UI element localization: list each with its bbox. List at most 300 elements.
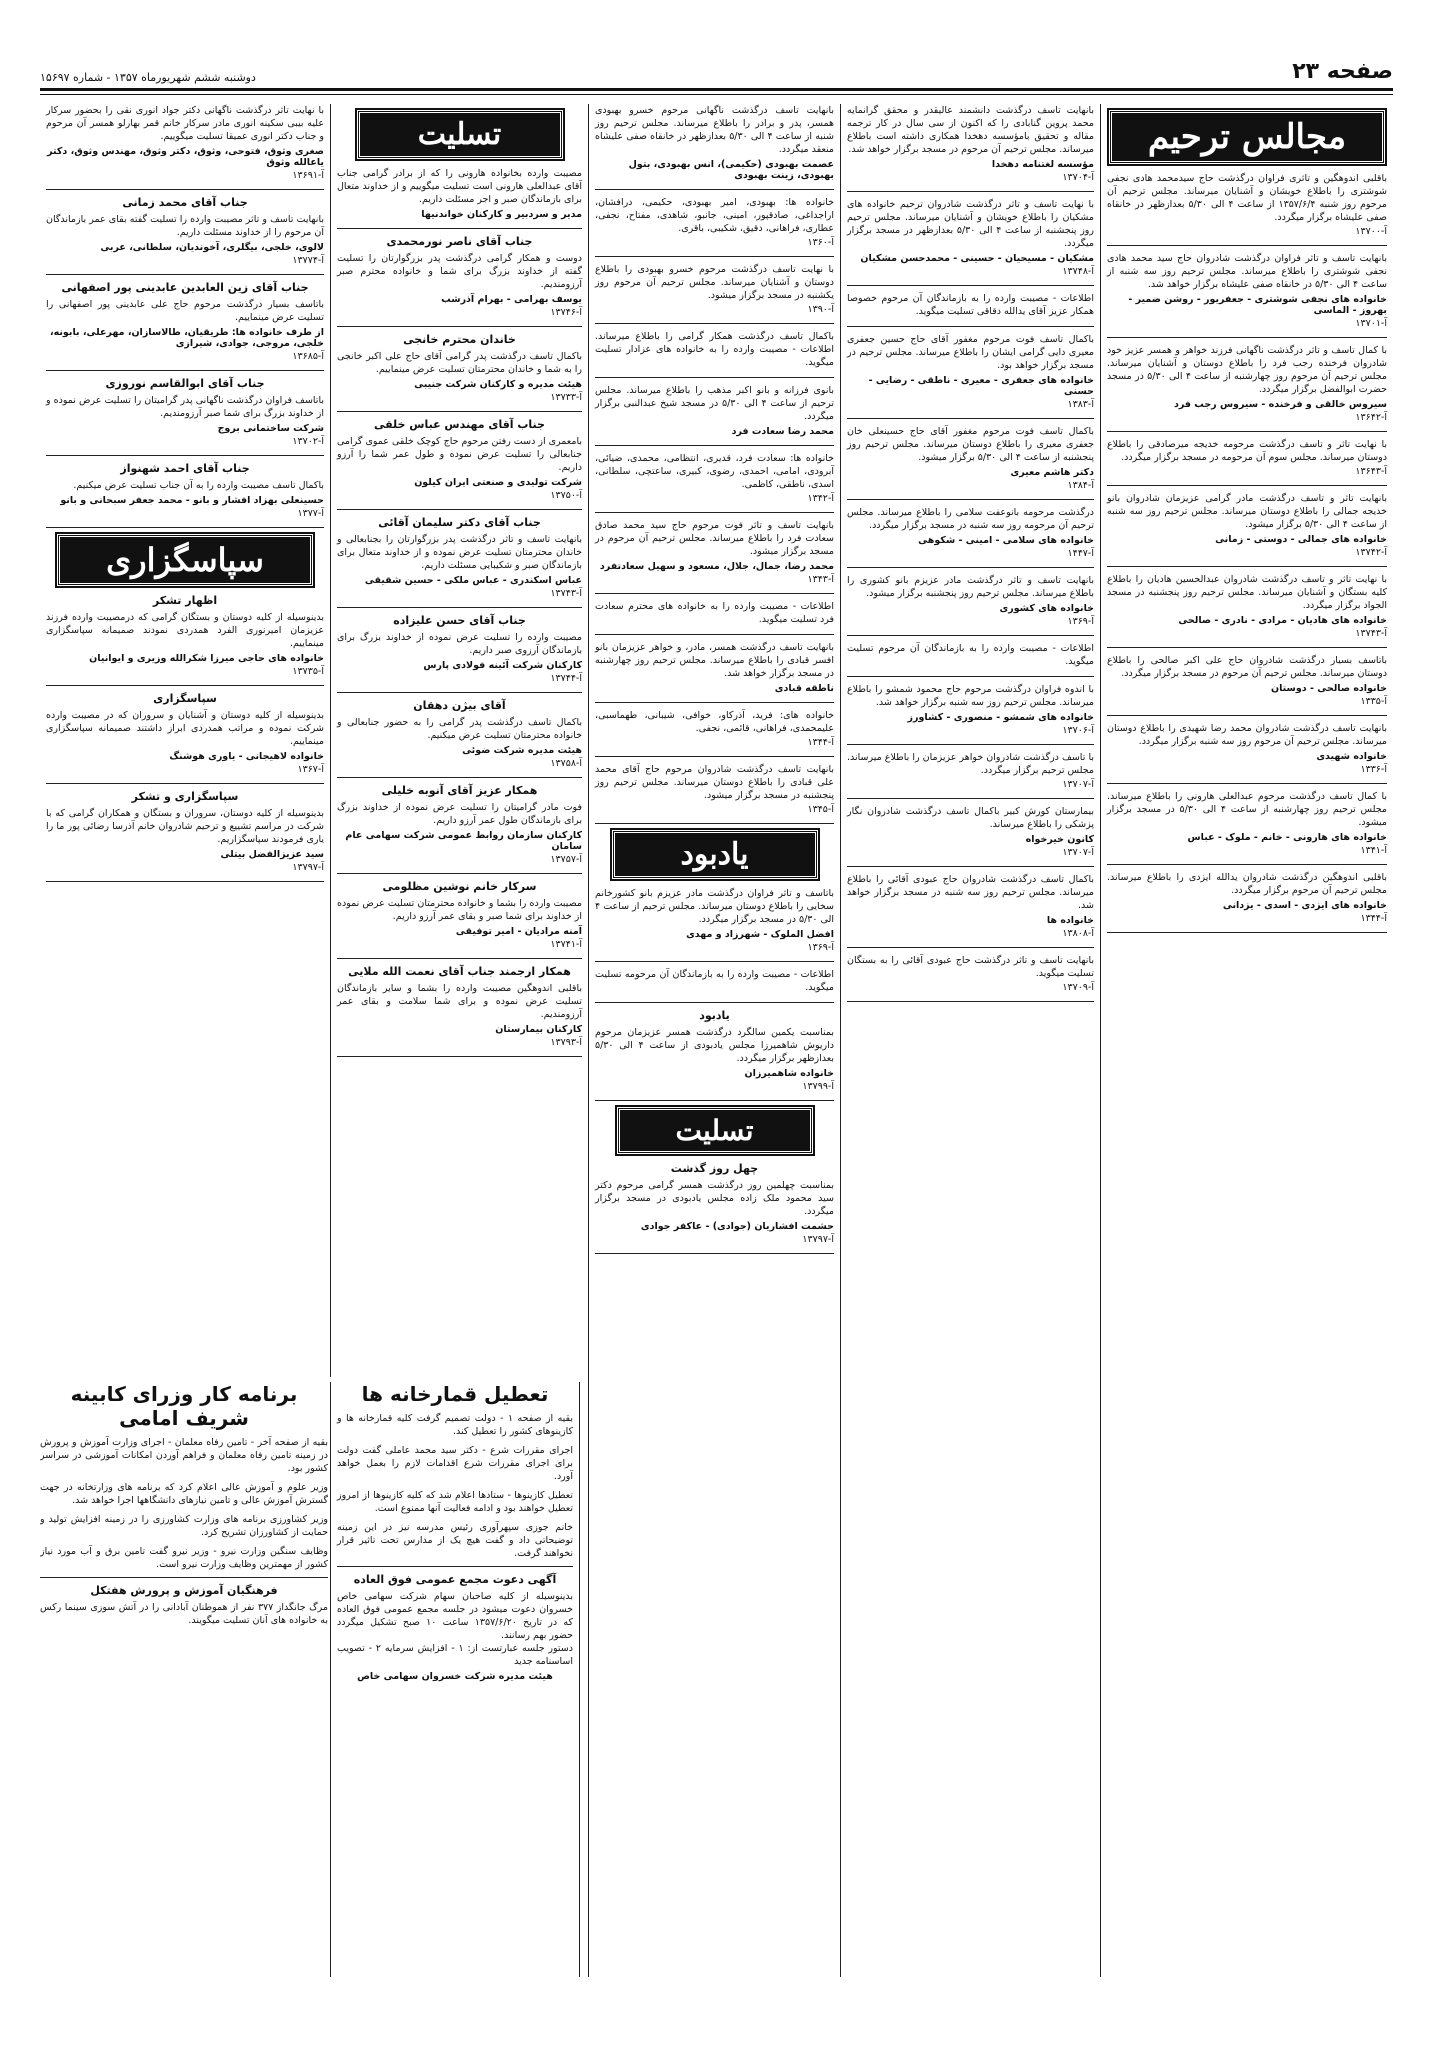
divider bbox=[337, 228, 582, 229]
notice-body: خانواده های: فرید، آذرکاو، خوافی، شیبانی، طهماسبی، علیمحمدی، فراهانی، قائمی، نجفی. bbox=[595, 710, 834, 734]
notice-body: بیمارستان کورش کبیر باکمال تاسف درگذشت شادروان نگار پزشکی را باطلاع میرساند. bbox=[847, 806, 1094, 830]
notice-heading: جناب آقای دکتر سلیمان آقائی bbox=[378, 516, 541, 529]
notice-signature: عباس اسکندری - عباس ملکی - حسین شقیقی bbox=[364, 575, 582, 586]
article-cabinet-title: برنامه کار وزرای کابینه شریف امامی bbox=[70, 1382, 298, 1430]
notice-signature: شرکت تولیدی و صنعتی ایران کیلون bbox=[414, 477, 582, 488]
notice-item bbox=[1107, 172, 1387, 237]
notice-item bbox=[1107, 654, 1387, 707]
notice-body: بمناسبت چهلمین روز درگذشت همسر گرامی مرحوم دکتر سید محمود ملک زاده مجلس یادبودی در مسجد برگزار میگردد. bbox=[595, 1180, 834, 1217]
notice-code: آ-۱۳۷۰۷ bbox=[1062, 847, 1094, 858]
header-rule-thin bbox=[40, 94, 1393, 95]
notice-body: مصیبت وارده بخانواده هارونی را که از برادر گرامی جناب آقای عبدالعلی هارونی است تسلیت میگوییم و از خداوند متعال برای بازماندگان صبر و اجر مسئلت داریم. bbox=[337, 168, 582, 205]
divider bbox=[46, 783, 324, 784]
notice-body: بدینوسیله از کلیه دوستان و بستگان گرامی که درمصیبت وارده فرزند عزیزمان امیرنوری الفرد همدردی نمودند صمیمانه سپاسگزاری مینماییم. bbox=[46, 612, 324, 649]
ad-signature: هیئت مدیره شرکت خسروان سهامی خاص bbox=[357, 1671, 553, 1682]
notice-item bbox=[337, 699, 582, 769]
notice-body: باتاسف فراوان درگذشت ناگهانی پدر گرامیتان را تسلیت عرض نموده و از خداوند بزرگ برای شما صبر آرزومندیم. bbox=[46, 395, 324, 419]
notice-body: مصیبت وارده را تسلیت عرض نموده از خداوند بزرگ برای بازماندگان آرزوی صبر داریم. bbox=[337, 632, 582, 656]
notice-item bbox=[595, 452, 834, 504]
notice-body: فوت مادر گرامیتان را تسلیت عرض نموده از خداوند بزرگ برای بازماندگان طول عمر آرزو داریم. bbox=[337, 802, 582, 826]
divider bbox=[595, 823, 834, 824]
notice-body: درگذشت مرحومه بانوعفت سلامی را باطلاع میرساند. مجلس ترحیم آن مرحومه روز سه شنبه در مسجد برگزار میگردد. bbox=[847, 507, 1094, 531]
notice-item bbox=[337, 965, 582, 1048]
notice-code: آ-۱۳۷۴۳ bbox=[550, 588, 582, 599]
notice-code: آ-۱۳۷۰۱ bbox=[1355, 318, 1387, 329]
divider bbox=[595, 445, 834, 446]
divider bbox=[337, 777, 582, 778]
notice-code: آ-۱۳۷۰۴ bbox=[1062, 172, 1094, 183]
divider bbox=[847, 676, 1094, 677]
page-number: صفحه ۲۳ bbox=[1292, 59, 1393, 84]
notice-signature: لالوی، خلجی، بیگلری، آخوندیان، سلطانی، عربی bbox=[100, 242, 324, 253]
notice-code: آ-۱۳۷۴۳ bbox=[1355, 628, 1387, 639]
notice-item bbox=[46, 281, 324, 362]
notice-signature: خانواده صالحی - دوستان bbox=[1271, 683, 1387, 694]
notice-body: بانهایت تاسف درگذشت شادروان مرحوم حاج آقای محمد علی قبادی را باطلاع دوستان میرساند. مجلس ترحیم روز پنجشنبه در مسجد برگزار میشود. bbox=[595, 764, 834, 801]
notice-body: باقلبی اندوهگین و تاثری فراوان درگذشت حاج سیدمحمد هادی نجفی شوشتری را باطلاع خویشان و آشنایان میرساند. مجلس ترحیم آن مرحوم روز شنبه ۱۳۵۷/۶/۴ از ساعت ۴ الی ۵/۳۰ بعدازظهر در خانقاه صفی علیشاه برگزار میگردد. bbox=[1107, 173, 1387, 223]
majales-banner: مجالس ترحیم bbox=[1109, 110, 1385, 164]
notice-signature: خانواده های سلامی - امینی - شکوهی bbox=[918, 535, 1094, 546]
notice-code: آ-۱۳۷۰۲ bbox=[292, 436, 324, 447]
notice-code: آ-۱۳۴۴ bbox=[807, 737, 834, 748]
notice-item bbox=[337, 167, 582, 220]
notice-item bbox=[595, 887, 834, 953]
notice-body: با نهایت تاثر و تاسف درگذشت شادروان عبدالحسین هادیان را باطلاع کلیه بستگان و آشنایان میرساند. مجلس ترحیم روز پنجشنبه در مسجد الجواد برگزار میگردد. bbox=[1107, 574, 1387, 611]
divider bbox=[595, 634, 834, 635]
notice-item bbox=[595, 968, 834, 994]
notice-code: آ-۱۳۶۷ bbox=[297, 764, 324, 775]
notice-heading: چهل روز گذشت bbox=[670, 1162, 759, 1175]
article-cabinet bbox=[40, 1382, 328, 1977]
notice-item bbox=[847, 506, 1094, 559]
notice-code: آ-۱۳۴۲ bbox=[807, 493, 834, 504]
notice-code: آ-۱۳۷۰۷ bbox=[1062, 779, 1094, 790]
notice-signature: یوسف بهرامی - بهرام آذرشب bbox=[441, 294, 582, 305]
notice-body: باتاسف بسیار درگذشت مرحوم حاج علی عابدینی پور اصفهانی را تسلیت عرض مینماییم. bbox=[46, 299, 324, 323]
notice-body: باکمال تاسف فوت مرحوم مغفور آقای حاج حسینعلی خان جعفری معیری را باطلاع دوستان میرساند. مجلس ترحیم روز پنجشنبه از ساعت ۴ الی ۵/۳۰ برگزار میشود. bbox=[847, 426, 1094, 463]
divider bbox=[337, 1056, 582, 1057]
notice-body: بانهایت تاسف و تاثر درگذشت حاج عبودی آقائی را به بستگان تسلیت میگوید. bbox=[847, 955, 1094, 979]
divider bbox=[847, 418, 1094, 419]
notice-heading: جناب آقای محمد زمانی bbox=[122, 196, 248, 209]
notice-code: آ-۱۳۸۴ bbox=[1067, 480, 1094, 491]
notice-item bbox=[1107, 722, 1387, 775]
notice-signature: خانواده های کشوری bbox=[999, 603, 1094, 614]
divider bbox=[337, 326, 582, 327]
divider bbox=[595, 1100, 834, 1101]
notice-code: آ-۱۳۴۴ bbox=[1360, 913, 1387, 924]
notice-code: آ-۱۳۷۴۱ bbox=[550, 939, 582, 950]
notice-body: بانهایت تاسف درگذشت همسر، مادر، و خواهر عزیزمان بانو افسر قبادی را باطلاع میرساند. مجلس ترحیم روز چهارشنبه در مسجد برگزار خواهد شد. bbox=[595, 642, 834, 679]
article-casinos bbox=[330, 1382, 580, 1977]
column-5 bbox=[40, 104, 330, 1377]
notice-signature: خانواده های نجفی شوشتری - جعفریور - روشن ضمیر - بهروز - الماسی bbox=[1128, 294, 1387, 316]
notice-item bbox=[595, 1009, 834, 1092]
notice-code: آ-۱۴۴۷ bbox=[1067, 548, 1094, 559]
notice-body: باقلبی اندوهگین مصیبت وارده را بشما و سایر بازماندگان تسلیت عرض نموده و برای شما سلامت و بقای عمر آرزومندیم. bbox=[337, 983, 582, 1020]
notice-heading: اظهار تشکر bbox=[152, 594, 218, 607]
notice-signature: سیروس خالقی و فرخنده - سیروس رجب فرد bbox=[1173, 399, 1387, 410]
notice-item bbox=[847, 751, 1094, 790]
notice-body: با اندوه فراوان درگذشت مرحوم حاج محمود شمشو را باطلاع میرساند. مجلس ترحیم روز سه شنبه برگزار خواهد شد. bbox=[847, 684, 1094, 708]
notice-signature: خانواده لاهیجانی - یاوری هوشنگ bbox=[169, 751, 324, 762]
notice-item bbox=[337, 418, 582, 501]
notice-heading: جناب آقای ناصر نورمحمدی bbox=[386, 235, 533, 248]
notice-code: آ-۱۳۶۹ bbox=[807, 942, 834, 953]
notice-signature: هیئت مدیره و کارکنان شرکت جنیبی bbox=[414, 379, 582, 390]
divider bbox=[595, 189, 834, 190]
divider bbox=[1107, 715, 1387, 716]
divider bbox=[847, 635, 1094, 636]
notice-code: آ-۱۳۷۵۷ bbox=[550, 854, 582, 865]
notice-heading: سپاسگزاری و تشکر bbox=[131, 790, 239, 803]
divider bbox=[595, 1002, 834, 1003]
divider bbox=[337, 509, 582, 510]
notice-item bbox=[337, 333, 582, 403]
notice-item bbox=[847, 292, 1094, 318]
notice-body: اطلاعات - مصیبت وارده را به بازماندگان آن مرحوم تسلیت میگوید. bbox=[847, 643, 1094, 667]
notice-item bbox=[847, 873, 1094, 939]
notice-body: باقلبی اندوهگین درگذشت شادروان یدالله ایزدی را باطلاع میرساند. مجلس ترحیم آن مرحوم برگزار میگردد. bbox=[1107, 872, 1387, 896]
notice-item bbox=[1107, 252, 1387, 329]
notice-item bbox=[595, 1162, 834, 1245]
sepasgozari-banner: سپاسگزاری bbox=[57, 534, 313, 586]
divider bbox=[337, 958, 582, 959]
notice-body: بانهایت تاسف درگذشت دانشمند عالیقدر و محقق گرانمایه محمد پروین گنابادی را که اکنون از سی سال در کار ترجمه مقاله و تحقیق بامؤسسه دهخدا همکاری داشته است باطلاع میرساند. مجلس ترحیم آن مرحوم در مسجد برگزار خواهد شد. bbox=[847, 105, 1094, 155]
notice-code: آ-۱۳۸۳ bbox=[1067, 399, 1094, 410]
notice-body: با نهایت تاسف درگذشت مرحوم خسرو بهبودی را باطلاع دوستان و آشنایان میرساند. مجلس ترحیم آن مرحوم روز یکشنبه در مسجد برگزار میشود. bbox=[595, 264, 834, 301]
notice-heading: جناب آقای زین العابدین عابدینی پور اصفهانی bbox=[61, 281, 309, 294]
notice-body: دوست و همکار گرامی درگذشت پدر بزرگوارتان را تسلیت گفته از خداوند بزرگ برای شما و خانواده محترم صبر آرزومندیم. bbox=[337, 253, 582, 290]
divider bbox=[847, 567, 1094, 568]
notice-code: آ-۱۳۹۰ bbox=[807, 304, 834, 315]
notice-heading: جناب آقای مهندس عباس خلقی bbox=[374, 418, 545, 431]
issue-date: دوشنبه ششم شهریورماه ۱۳۵۷ - شماره ۱۵۶۹۷ bbox=[40, 71, 256, 84]
notice-body: با نهایت تاثر درگذشت ناگهانی دکتر جواد انوری نقی را بحضور سرکار علیه بیبی سکینه انوری مادر سرکار خانم قمر بهارلو همسر آن مرحوم و جناب دکتر انوری عمیقا تسلیت میگوییم. bbox=[46, 105, 324, 142]
notice-body: اطلاعات - مصیبت وارده را به خانواده های محترم سعادت فرد تسلیت میگوید. bbox=[595, 601, 834, 625]
notice-code: آ-۱۳۸۰۸ bbox=[1062, 928, 1094, 939]
notice-item bbox=[847, 198, 1094, 277]
notice-item bbox=[847, 574, 1094, 627]
divider bbox=[595, 377, 834, 378]
ad-text: بدینوسیله از کلیه صاحبان سهام شرکت سهامی خاص خسروان دعوت میشود در جلسه مجمع عمومی فوق العاده که در تاریخ ۱۳۵۷/۶/۲۰ ساعت ۱۰ صبح تشکیل میگردد حضور بهم رسانند. bbox=[337, 1591, 573, 1641]
notice-heading: جناب آقای ابوالقاسم نوروزی bbox=[105, 377, 265, 390]
notice-signature: خانواده های جعفری - معیری - ناطقی - رضایی - حسنی bbox=[868, 375, 1094, 397]
notice-signature: کارکنان شرکت آئینه فولادی پارس bbox=[423, 660, 582, 671]
notice-item bbox=[847, 954, 1094, 993]
article-paragraph: تعطیل کازینوها - ستادها اعلام شد که کلیه کازینوها از امروز تعطیل خواهند بود و ادامه فعالیت آنها ممنوع است. bbox=[337, 1490, 573, 1514]
column-2 bbox=[840, 104, 1100, 1977]
column-3 bbox=[588, 104, 840, 1977]
notice-code: آ-۱۳۶۴۳ bbox=[1355, 466, 1387, 477]
notice-code: آ-۱۳۶۸۵ bbox=[292, 351, 324, 362]
notice-item bbox=[46, 104, 324, 181]
notice-item bbox=[595, 519, 834, 585]
notice-signature: محمد رضا سعادت فرد bbox=[731, 426, 834, 437]
divider bbox=[595, 593, 834, 594]
divider bbox=[46, 370, 324, 371]
notice-heading: همکار عزیز آقای آنوبه خلیلی bbox=[381, 784, 538, 797]
notice-item bbox=[46, 196, 324, 266]
notice-heading: جناب آقای حسن علیزاده bbox=[393, 614, 526, 627]
article-paragraph: وزیر علوم و آموزش عالی اعلام کرد که برنامه های وزارتخانه در جهت گسترش آموزش عالی و تامین نیازهای دانشگاهها اجرا خواهد شد. bbox=[40, 1482, 328, 1506]
notice-code: آ-۱۳۷۰۶ bbox=[1062, 725, 1094, 736]
notice-signature: خانواده های شمشو - منصوری - کشاورز bbox=[907, 712, 1094, 723]
notice-body: اطلاعات - مصیبت وارده را به بازماندگان آن مرحومه تسلیت میگوید. bbox=[595, 969, 834, 993]
notice-body: اطلاعات - مصیبت وارده را به بازماندگان آن مرحوم خصوصا همکار عزیز آقای یدالله دقاقی تسلیت میگوید. bbox=[847, 293, 1094, 317]
notice-signature: کانون خیرخواه bbox=[1025, 834, 1094, 845]
notice-body: باتاسف و تاثر فراوان درگذشت مادر عزیزم بانو کشورخانم سخایی را باطلاع دوستان میرساند. مجلس ترحیم از ساعت ۴ الی ۵/۳۰ در مسجد برگزار میگردد. bbox=[595, 888, 834, 925]
notice-signature: حسینعلی بهزاد افشار و بانو - محمد جعفر سبحانی و بانو bbox=[60, 495, 324, 506]
notice-signature: خانواده های هارونی - خانم - ملوک - عباس bbox=[1187, 832, 1387, 843]
notice-code: آ-۱۳۷۹۷ bbox=[802, 1234, 834, 1245]
divider bbox=[847, 866, 1094, 867]
divider bbox=[847, 798, 1094, 799]
divider bbox=[847, 326, 1094, 327]
notice-body: باکمال تاسف درگذشت پدر گرامی را به حضور جنابعالی و خانواده محترمتان تسلیت عرض میکنیم. bbox=[337, 717, 582, 741]
divider bbox=[46, 881, 324, 882]
notice-signature: خانواده های ایزدی - اسدی - یزدانی bbox=[1222, 900, 1387, 911]
notice-item bbox=[847, 333, 1094, 410]
notice-body: با نهایت تاثر و تاسف درگذشت مرحومه خدیجه میرصادقی را باطلاع دوستان میرساند. مجلس سوم آن مرحومه در مسجد برگزار میگردد. bbox=[1107, 439, 1387, 463]
notice-signature: خانواده ها bbox=[1046, 915, 1094, 926]
notice-signature: افضل الملوک - شهرزاد و مهدی bbox=[686, 929, 834, 940]
notice-item bbox=[595, 263, 834, 315]
taslit-banner: تسلیت bbox=[357, 110, 563, 159]
notice-item bbox=[46, 692, 324, 775]
notice-signature: آمنه مرادیان - امیر توفیقی bbox=[455, 926, 582, 937]
divider bbox=[595, 1253, 834, 1254]
divider bbox=[337, 411, 582, 412]
notice-item bbox=[1107, 492, 1387, 558]
notice-body: بانهایت تاسف درگذشت شادروان محمد رضا شهیدی را باطلاع دوستان میرساند. مجلس ترحیم آن مرحوم روز سه شنبه برگزار میگردد. bbox=[1107, 723, 1387, 747]
notice-code: آ-۱۳۷۴۶ bbox=[550, 307, 582, 318]
notice-item bbox=[1107, 344, 1387, 423]
taslit-bottom-banner: تسلیت bbox=[617, 1107, 813, 1154]
divider bbox=[46, 455, 324, 456]
notice-item bbox=[1107, 790, 1387, 856]
notice-signature: محمد رضا، جمال، جلال، مسعود و سهیل سعادتفرد bbox=[599, 561, 834, 572]
notice-item bbox=[46, 594, 324, 677]
divider bbox=[1107, 337, 1387, 338]
notice-heading: جناب آقای احمد شهنواز bbox=[120, 462, 250, 475]
notice-body: با کمال تاسف و تاثر درگذشت ناگهانی فرزند خواهر و همسر عزیز خود شادروان فرخنده رجب فرد را باطلاع دوستان و آشنایان میرساند. مجلس ترحیم آن مرحوم روز چهارشنبه از ساعت ۴ الی ۵/۳۰ در مسجد حضرت ابوالفضل برگزار میگردد. bbox=[1107, 345, 1387, 395]
notice-code: آ-۱۳۴۵ bbox=[807, 804, 834, 815]
notice-code: آ-۱۳۴۳ bbox=[807, 574, 834, 585]
notice-signature: خانواده های هادیان - مرادی - نادری - صالحی bbox=[1178, 615, 1387, 626]
notice-code: آ-۱۳۶۰ bbox=[807, 237, 834, 248]
divider bbox=[337, 873, 582, 874]
notice-code: آ-۱۳۷۷۴ bbox=[292, 255, 324, 266]
notice-item bbox=[595, 763, 834, 815]
notice-item bbox=[847, 805, 1094, 858]
divider bbox=[1107, 566, 1387, 567]
notice-code: آ-۱۳۳۵ bbox=[1360, 696, 1387, 707]
yadbud-banner: یادبود bbox=[612, 830, 818, 879]
divider bbox=[1107, 647, 1387, 648]
notice-signature: حشمت افشاریان (جوادی) - عاکفر جوادی bbox=[640, 1221, 834, 1232]
notice-signature: خانواده های حاجی میرزا شکرالله وزیری و ایوانیان bbox=[89, 653, 324, 664]
notice-body: با نهایت تاسف و تاثر درگذشت شادروان ترحیم خانواده های مشکیان را باطلاع خویشان و آشنایان میرساند. مجلس ترحیم روز پنجشنبه از ساعت ۴ الی ۵/۳۰ بعدازظهر در مسجد برگزار میگردد. bbox=[847, 199, 1094, 249]
notice-body: با تاسف درگذشت شادروان خواهر عزیزمان را باطلاع میرساند. مجلس ترحیم برگزار میگردد. bbox=[847, 752, 1094, 776]
article-paragraph: وظایف سنگین وزارت نیرو - وزیر نیرو گفت تامین برق و آب مورد نیاز کشور از مهمترین وظایف وزارت نیرو است. bbox=[40, 1546, 328, 1570]
notice-signature: خانواده شهیدی bbox=[1316, 751, 1387, 762]
header-rule bbox=[40, 88, 1393, 91]
notice-code: آ-۱۳۷۹۹ bbox=[802, 1081, 834, 1092]
notice-item bbox=[46, 790, 324, 873]
notice-heading: سپاسگزاری bbox=[153, 692, 217, 705]
notice-body: باکمال تاسف مصیبت وارده را به آن جناب تسلیت عرض میکنیم. bbox=[73, 480, 324, 491]
notice-body: بانهایت تاسف و تاثر فوت مرحوم حاج سید محمد صادق سعادت فرد را باطلاع میرساند. مجلس ترحیم آن مرحوم در مسجد برگزار میشود. bbox=[595, 520, 834, 557]
divider bbox=[1107, 431, 1387, 432]
divider bbox=[46, 527, 324, 528]
article-paragraph: وزیر کشاورزی برنامه های وزارت کشاورزی را در زمینه افزایش تولید و حمایت از کشاورزان تشریح کرد. bbox=[40, 1514, 328, 1538]
divider bbox=[847, 947, 1094, 948]
notice-code: آ-۱۳۷۰۹ bbox=[1062, 982, 1094, 993]
divider bbox=[595, 961, 834, 962]
notice-signature: مشکیان - مسیحیان - حسینی - محمدحسن مشکیان bbox=[860, 253, 1094, 264]
notice-body: بانهایت تاسف و تاثر درگذشت پدر بزرگوارتان را بجنابعالی و خاندان محترمتان تسلیت عرض نموده و از خداوند متعال برای بازماندگان صبر و شکیبایی مسئلت داریم. bbox=[337, 534, 582, 571]
article-casinos-title: تعطیل قمارخانه ها bbox=[361, 1382, 549, 1406]
notice-item bbox=[595, 330, 834, 369]
notice-code: آ-۱۳۷۴۴ bbox=[550, 673, 582, 684]
notice-code: آ-۱۳۷۹۳ bbox=[550, 1037, 582, 1048]
notice-heading: سرکار خانم نوشین مظلومی bbox=[382, 880, 537, 893]
notice-body: بانهایت تاسف و تاثر درگذشت مادر عزیزم بانو کشوری را باطلاع میرساند. مجلس ترحیم روز پنجشنبه برگزار میشود. bbox=[847, 575, 1094, 599]
notice-body: بمناسبت یکمین سالگرد درگذشت همسر عزیزمان مرحوم داریوش شاهمیرزا مجلس یادبودی از ساعت ۴ الی ۵/۳۰ بعدازظهر برگزار میگردد. bbox=[595, 1027, 834, 1064]
divider bbox=[1107, 245, 1387, 246]
divider bbox=[46, 189, 324, 190]
divider bbox=[847, 744, 1094, 745]
notice-text: مرگ جانگداز ۳۷۷ نفر از هموطنان آبادانی را در آتش سوزی سینما رکس به خانواده های آنان تسلیت میگویند. bbox=[40, 1602, 328, 1626]
notice-signature: صغری وثوق، فتوحی، وثوق، دکتر وثوق، مهندس وثوق، دکتر یاعالله وثوق bbox=[47, 146, 324, 168]
notice-signature: کارکنان بیمارستان bbox=[495, 1024, 582, 1035]
notice-item bbox=[46, 377, 324, 447]
divider bbox=[1107, 485, 1387, 486]
notice-signature: کارکنان سازمان روابط عمومی شرکت سهامی عام سامان bbox=[345, 830, 582, 852]
notice-body: باکمال تاسف درگذشت همکار گرامی را باطلاع میرساند. اطلاعات - مصیبت وارده را به خانواده های عزادار تسلیت میگوید. bbox=[595, 331, 834, 368]
notice-title: فرهنگیان آموزش و پرورش هفتکل bbox=[90, 1584, 278, 1597]
notice-body: بانهایت تاثر و تاسف درگذشت مادر گرامی عزیزمان شادروان بانو خدیجه جمالی را باطلاع دوستان میرساند. مجلس ترحیم روز سه شنبه از ساعت ۴ الی ۵/۳۰ برگزار میشود. bbox=[1107, 493, 1387, 530]
notice-signature: خانواده های جمالی - دوستی - زمانی bbox=[1215, 534, 1387, 545]
article-paragraph: بقیه از صفحه آخر - تامین رفاه معلمان - اجرای وزارت آموزش و پرورش در زمینه تامین رفاه معلمان و فراهم آوردن امکانات آموزشی در سراسر کشور بود. bbox=[40, 1437, 328, 1474]
divider bbox=[847, 191, 1094, 192]
notice-code: آ-۱۳۷۳۳ bbox=[550, 392, 582, 403]
divider bbox=[595, 256, 834, 257]
notice-signature: شرکت ساختمانی بروج bbox=[217, 423, 324, 434]
notice-item bbox=[46, 462, 324, 519]
divider bbox=[337, 692, 582, 693]
notice-item bbox=[337, 235, 582, 318]
notice-body: خانواده ها: بهبودی، امیر بهبودی، حکیمی، درافشان، اراجداغی، صادقپور، امینی، جانبو، شاهدی، مفتاح، نجفی، عطاری، فراهانی، دقیق، شکیبی، باقری. bbox=[595, 197, 834, 234]
notice-heading: همکار ارجمند جناب آقای نعمت الله ملایی bbox=[348, 965, 571, 978]
divider bbox=[847, 285, 1094, 286]
article-paragraph: خانم جوزی سپهرآوری رئیس مدرسه نیز در این زمینه توضیحاتی داد و گفت هیچ یک از مدارس تحت تاثیر قرار نخواهند گرفت. bbox=[337, 1522, 573, 1559]
notice-signature: مدیر و سردبیر و کارکنان خواندنیها bbox=[421, 209, 582, 220]
notice-heading: آقای بیژن دهقان bbox=[413, 699, 506, 712]
notice-item bbox=[595, 641, 834, 694]
notice-body: بدینوسیله از کلیه دوستان، سروران و بستگان و همکاران گرامی که با شرکت در مراسم تشییع و ترحیم شادروان خانم آذرسا رضائی پور ما را یاری فرمودند سپاسگزاریم. bbox=[46, 808, 324, 845]
notice-item bbox=[337, 614, 582, 684]
notice-item bbox=[595, 709, 834, 748]
notice-body: باتاسف بسیار درگذشت شادروان حاج علی اکبر صالحی را باطلاع دوستان میرساند. مجلس ترحیم آن مرحوم در مسجد برگزار میگردد. bbox=[1107, 655, 1387, 679]
notice-item bbox=[337, 516, 582, 599]
notice-signature: از طرف خانواده ها: طریقیان، طالاسازان، مهرعلی، بابونه، خلجی، مروجی، جوادی، شیرازی bbox=[49, 327, 324, 349]
notice-item bbox=[847, 642, 1094, 668]
notice-item bbox=[595, 600, 834, 626]
notice-signature: عصمت بهبودی (حکیمی)، انس بهبودی، بتول بهبودی، زینت بهبودی bbox=[628, 159, 834, 181]
notice-code: آ-۱۳۷۳۵ bbox=[292, 666, 324, 677]
notice-signature: ناطقه قبادی bbox=[774, 683, 834, 694]
divider bbox=[595, 702, 834, 703]
notice-code: آ-۱۳۷۷ bbox=[297, 508, 324, 519]
divider bbox=[595, 512, 834, 513]
notice-code: آ-۱۳۷۹۷ bbox=[292, 862, 324, 873]
divider bbox=[46, 274, 324, 275]
divider bbox=[1107, 864, 1387, 865]
notice-item bbox=[337, 784, 582, 865]
notice-body: بدینوسیله از کلیه دوستان و آشنایان و سروران که در مصیبت وارده شرکت نموده و مراتب همدردی ابراز داشتند صمیمانه سپاسگزاری مینماییم. bbox=[46, 710, 324, 747]
notice-code: آ-۱۳۷۴۸ bbox=[1062, 266, 1094, 277]
notice-signature: مؤسسه لغتنامه دهخدا bbox=[991, 159, 1094, 170]
notice-code: آ-۱۳۴۱ bbox=[1360, 845, 1387, 856]
notice-code: آ-۱۳۶۴۲ bbox=[1355, 412, 1387, 423]
notice-body: باکمال تاسف درگذشت شادروان حاج عبودی آقائی را باطلاع میرساند. مجلس ترحیم روز سه شنبه در مسجد برگزار خواهد شد. bbox=[847, 874, 1094, 911]
notice-item bbox=[337, 880, 582, 950]
article-paragraph: بقیه از صفحه ۱ - دولت تصمیم گرفت کلیه قمارخانه ها و کازینوهای کشور را تعطیل کند. bbox=[337, 1413, 573, 1437]
article-paragraph: اجرای مقررات شرع - دکتر سید محمد عاملی گفت دولت برای اجرای مقررات شرع اقدامات لازم را بعمل خواهد آورد. bbox=[337, 1445, 573, 1482]
notice-item bbox=[1107, 573, 1387, 639]
notice-body: بانهایت تاسف درگذشت ناگهانی مرحوم خسرو بهبودی همسر، پدر و برادر را باطلاع میرساند. مجلس ترحیم روز شنبه از ساعت ۴ الی ۵/۳۰ بعدازظهر در خانقاه صفی علیشاه منعقد میگردد. bbox=[595, 105, 834, 155]
divider bbox=[595, 323, 834, 324]
notice-body: با کمال تاسف درگذشت مرحوم عبدالعلی هارونی را باطلاع میرساند. مجلس ترحیم روز چهارشنبه از ساعت ۴ الی ۵/۳۰ در مسجد برگزار میشود. bbox=[1107, 791, 1388, 828]
notice-item bbox=[595, 384, 834, 437]
notice-signature: دکتر هاشم معیری bbox=[1010, 467, 1094, 478]
notice-heading: یادبود bbox=[699, 1009, 730, 1022]
notice-code: آ-۱۳۷۵۰ bbox=[550, 490, 582, 501]
ad-title: آگهی دعوت مجمع عمومی فوق العاده bbox=[353, 1573, 557, 1586]
notice-body: باکمال تاسف درگذشت پدر گرامی آقای حاج علی اکبر خانجی را به شما و خاندان محترمتان تسلیت عرض مینماییم. bbox=[337, 351, 582, 375]
notice-body: خانواده ها: سعادت فرد، قدیری، انتظامی، محمدی، ضیائی، آبرودی، امامی، احمدی، رضوی، کبیری، ساعتچی، سلطانی، اسدی، ناطقی، کاظمی. bbox=[595, 453, 834, 490]
divider bbox=[46, 685, 324, 686]
notice-item bbox=[595, 104, 834, 181]
notice-item bbox=[595, 196, 834, 248]
divider bbox=[847, 499, 1094, 500]
notice-item bbox=[847, 104, 1094, 183]
divider bbox=[1107, 932, 1387, 933]
ad-agenda: دستور جلسه عبارتست از: ۱ - افزایش سرمایه ۲ - تصویب اساسنامه جدید bbox=[337, 1643, 573, 1667]
notice-signature: هیئت مدیره شرکت ضوئی bbox=[462, 745, 582, 756]
notice-code: آ-۱۳۶۹ bbox=[1067, 616, 1094, 627]
notice-body: بانهایت تاسف و تاثر مصیبت وارده را تسلیت گفته بقای عمر بازماندگان آن مرحوم را از خداوند مسئلت داریم. bbox=[46, 214, 324, 238]
divider bbox=[847, 1001, 1094, 1002]
notice-signature: خانواده شاهمیرزان bbox=[744, 1068, 834, 1079]
notice-item bbox=[1107, 871, 1387, 924]
notice-body: بانوی فرزانه و بانو اکبر مذهب را باطلاع میرساند. مجلس ترحیم از ساعت ۴ الی ۵/۳۰ در مسجد شیخ عبدالنبی برگزار میگردد. bbox=[595, 385, 834, 422]
column-4 bbox=[330, 104, 588, 1377]
notice-heading: خاندان محترم خانجی bbox=[403, 333, 516, 346]
divider bbox=[337, 607, 582, 608]
notice-item bbox=[847, 425, 1094, 491]
notice-body: بامعمری از دست رفتن مرحوم حاج کوچک خلقی عموی گرامی جنابعالی را تسلیت عرض نموده و طول عمر شما را آرزو داریم. bbox=[337, 436, 582, 473]
notice-body: بانهایت تاسف و تاثر فراوان درگذشت شادروان حاج سید محمد هادی نجفی شوشتری را باطلاع میرساند. مجلس ترحیم روز سه شنبه از ساعت ۴ الی ۵/۳۰ در خانقاه صفی علیشاه برگزار خواهد شد. bbox=[1107, 253, 1387, 290]
notice-signature: سید عزیزالفضل بیتلی bbox=[220, 849, 324, 860]
notice-code: آ-۱۳۷۵۸ bbox=[550, 758, 582, 769]
notice-code: آ-۱۳۷۴۲ bbox=[1355, 547, 1387, 558]
notice-code: آ-۱۳۶۹۱ bbox=[292, 170, 324, 181]
divider bbox=[595, 756, 834, 757]
divider bbox=[1107, 783, 1387, 784]
